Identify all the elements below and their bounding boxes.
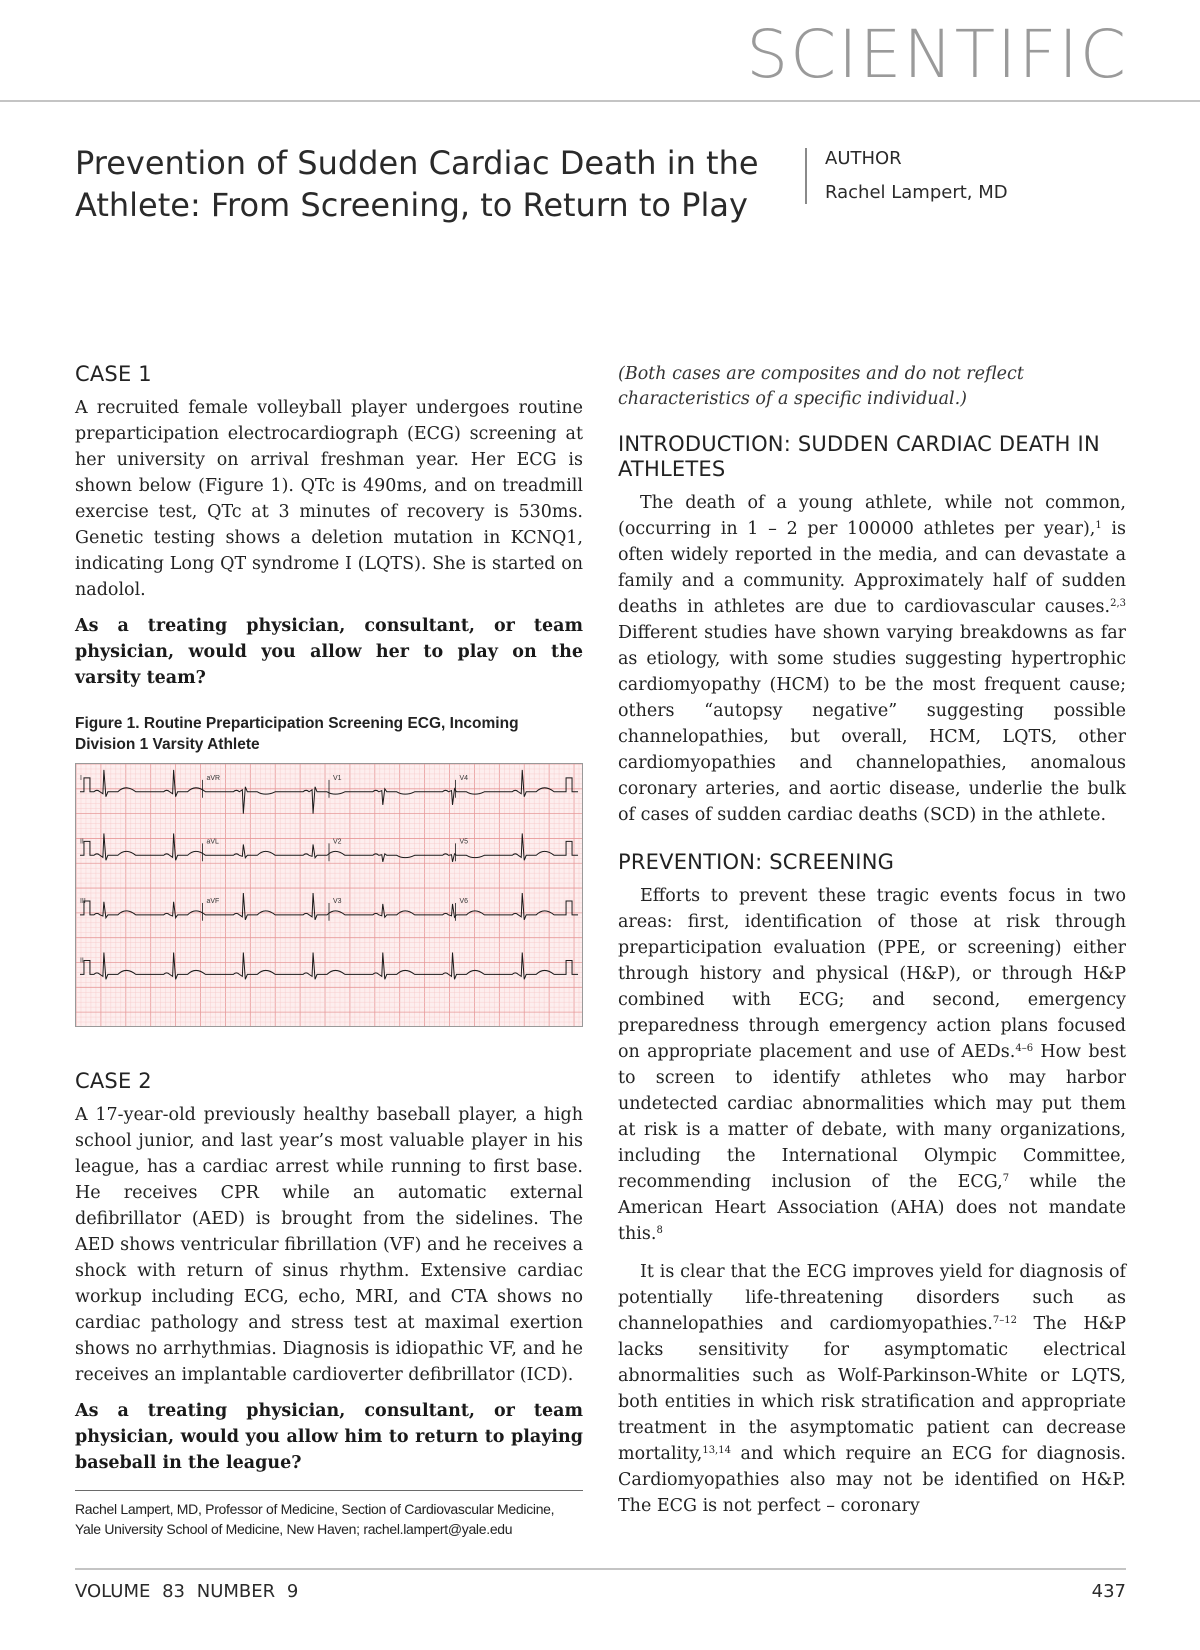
ecg-lead-label: aVL [206,838,219,846]
intro-paragraph: The death of a young athlete, while not common, (occurring in 1 – 2 per 100000 athletes per year),$^1$ is often widely reported in the media, and can devastate a family and a community. Approximately half of sudden deaths in athletes are due to cardiovascular causes.$^{2,3}$ Different studies have shown varying breakdowns as far as etiology, with some studies suggesting hypertrophic cardiomyopathy (HCM) to be the most frequent cause; others “autopsy negative” suggesting possible channelopathies, but overall, HCM, LQTS, other cardiomyopathies and channelopathies, anomalous coronary arteries, and aortic disease, underlie the bulk of cases of sudden cardiac deaths (SCD) in the athlete. [618,493,1126,825]
section-label: SCIENTIFIC [746,16,1128,93]
screening-paragraph-2: It is clear that the ECG improves yield for diagnosis of potentially life-threatening disorders such as channelopathies and cardiomyopathies.$^{7-12}$ The H&P lacks sensitivity for asymptomatic electrical abnormalities such as Wolf-Parkinson-White or LQTS, both entities in which risk stratification and appropriate treatment in the asymptomatic patient can decrease mortality,$^{13,14}$ and which require an ECG for diagnosis. Cardiomyopathies also may not be identified on H&P. The ECG is not perfect – coronary [618,1262,1126,1516]
composite-note: (Both cases are composites and do not reflect characteristics of a specific individual.) [618,364,1024,409]
author-affiliation: Rachel Lampert, MD, Professor of Medicine, Section of Cardiovascular Medicine, Yale University School of Medicine, New Haven; rachel.lampert@yale.edu [75,1490,583,1539]
footer-volume: VOLUME 83 NUMBER 9 [75,1581,299,1602]
case2-body: A 17-year-old previously healthy baseball player, a high school junior, and last year’s most valuable player in his league, has a cardiac arrest while running to first base. He receives CPR while an automatic external defibrillator (AED) is brought from the sidelines. The AED shows ventricular fibrillation (VF) and he receives a shock with return of sinus rhythm. Extensive cardiac workup including ECG, echo, MRI, and CTA shows no cardiac pathology and stress test at maximal exertion shows no arrhythmias. Diagnosis is idiopathic VF, and he receives an implantable cardioverter defibrillator (ICD). [75,1105,583,1385]
header-rule [0,100,1200,102]
ecg-figure [75,763,583,1027]
ecg-lead-label: V1 [332,774,342,782]
ecg-lead-label: V5 [459,838,468,846]
case1-heading: CASE 1 [75,362,152,386]
case1-body: A recruited female volleyball player undergoes routine preparticipation electrocardiograph (ECG) screening at her university on arrival freshman year. Her ECG is shown below (Figure 1). QTc is 490ms, and on treadmill exercise test, QTc at 3 minutes of recovery is 530ms. Genetic testing shows a deletion mutation in KCNQ1, indicating Long QT syndrome I (LQTS). She is started on nadolol. [75,398,583,600]
intro-heading: INTRODUCTION: SUDDEN CARDIAC DEATH IN ATHLETES [618,432,1100,481]
ecg-lead-label: V4 [459,774,468,782]
ecg-lead-label: aVF [206,897,220,905]
ecg-lead-label: aVR [206,774,221,782]
article-title: Prevention of Sudden Cardiac Death in the Athlete: From Screening, to Return to Play [75,144,759,224]
ecg-lead-label: V2 [332,838,342,846]
ecg-lead-label: III [79,897,86,905]
case2-question: As a treating physician, consultant, or team physician, would you allow him to return to playing baseball in the league? [75,1401,583,1473]
case1-question: As a treating physician, consultant, or team physician, would you allow her to play on the varsity team? [75,616,583,688]
author-block [805,148,1008,204]
left-column [75,362,583,1539]
ecg-lead-label: II [79,957,84,965]
figure1-caption: Figure 1. Routine Preparticipation Screening ECG, Incoming Division 1 Varsity Athlete [75,715,519,753]
screening-heading: PREVENTION: SCREENING [618,850,895,874]
footer-rule [75,1568,1126,1570]
page-number: 437 [1091,1581,1126,1602]
author-label: AUTHOR [825,148,902,169]
screening-paragraph-1: Efforts to prevent these tragic events focus in two areas: first, identification of those at risk through preparticipation evaluation (PPE, or screening) either through history and physical (H&P), or through H&P combined with ECG; and second, emergency preparedness through emergency action plans focused on appropriate placement and use of AEDs.$^{4-6}$ How best to screen to identify athletes who may harbor undetected cardiac abnormalities which may put them at risk is a matter of debate, with many organizations, including the International Olympic Committee, recommending inclusion of the ECG,$^7$ while the American Heart Association (AHA) does not mandate this.$^8$ [618,886,1126,1244]
right-column [618,362,1126,1519]
ecg-lead-label: V6 [459,897,468,905]
ecg-lead-label: V3 [332,897,342,905]
case2-heading: CASE 2 [75,1069,152,1093]
ecg-lead-label: I [79,774,82,782]
ecg-lead-label: II [79,838,84,846]
ecg-background [76,764,582,1026]
author-name: Rachel Lampert, MD [825,182,1008,203]
